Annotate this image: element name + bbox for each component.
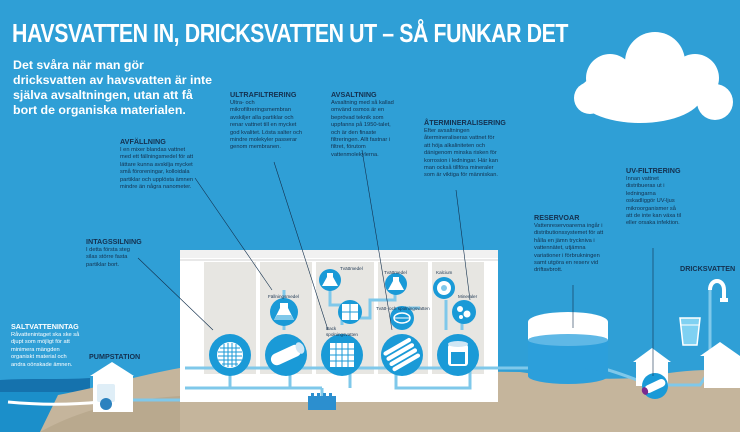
consumer-house <box>700 342 740 388</box>
text-uv-filtrering: Innan vattnet distribueras ut i ledningarna oskadliggör UV-ljus mikroorganismer så att de inte kan växa til eller orsaka infektion. <box>626 176 682 227</box>
calcium-icon <box>433 277 455 299</box>
label-intagssilning: INTAGSSILNING <box>86 237 142 246</box>
text-atermineralisering: Efter avsaltningen återmineraliseras vattnet för att höja alkaliniteten och dänigenom minska risken för korrosion i ledningar. Här kan man också tillföra mineraler som är viktiga för människan. <box>424 128 498 179</box>
flask-icon-ultra <box>319 269 341 291</box>
text-saltvattenintag: Råvattenintaget ska ske så djupt som möjligt för att minimera mängden organiskt material och andra oönskade ämnen. <box>11 332 80 368</box>
screen-filter-unit <box>209 334 251 376</box>
label-fallningsmedel: Fällningsmedel <box>268 294 299 299</box>
faucet-icon <box>710 281 728 302</box>
water-glass-icon <box>680 318 700 345</box>
label-reservoar: RESERVOAR <box>534 213 580 222</box>
label-atermineralisering: ÅTERMINERALISERING <box>424 118 506 127</box>
label-tvattmedel-1: Tvättmedel <box>340 266 363 271</box>
label-uv-filtrering: UV-FILTRERING <box>626 166 681 175</box>
label-dricksvatten: DRICKSVATTEN <box>680 264 736 273</box>
text-reservoar: Vattenreservoarerna ingår i distributionssystemet för att hålla en jämn tryckniva i vattennätet, utjämna variationer i förbrukningen samt utgöra en reserv vid driftavbrott. <box>534 223 604 274</box>
minerals-icon <box>452 300 476 324</box>
text-avsaltning: Avsaltning med så kallad omvänd osmos är en beprövad teknik som uppfanns på 1950-talet, och är den finaste filtreringen. Allt fastnar i filtret, förutom vattenmolekylerna. <box>331 100 394 158</box>
remineralization-unit <box>437 334 479 376</box>
reverse-osmosis-unit <box>381 334 423 376</box>
label-backspolning: Back spolningsvatten <box>326 326 358 337</box>
reservoir-tank <box>528 312 608 384</box>
label-avfallning: AVFÄLLNING <box>120 137 166 146</box>
cloud-icon <box>574 32 733 123</box>
text-intagssilning: I detta första steg silas större fasta partiklar bort. <box>86 247 130 268</box>
label-kalcium: Kalcium <box>436 270 453 275</box>
label-ultrafiltrering: ULTRAFILTRERING <box>230 90 297 99</box>
text-avfallning: I en mixer blandas vattnet med ett fällningsmedel för att lättare kunna avskilja mycket små föroreningar, kolloidala partiklar och upplösta ämnen mindre än några nanometer. <box>120 147 194 191</box>
ultrafilter-unit <box>321 334 363 376</box>
text-ultrafiltrering: Ultra- och mikrofiltreringsmembran avskiljer alla partiklar och renar vattnet till en mycket god kvalitet. Lösta salter och mindre molekyler passerar genom membranen. <box>230 100 303 151</box>
sea-surface <box>0 378 90 392</box>
backwash-icon <box>338 300 362 324</box>
label-tvatt-spolningsvatten: Tvätt- och spolningsvatten <box>376 306 430 311</box>
flask-icon-fallning <box>270 298 298 326</box>
page-title: HAVSVATTEN IN, DRICKSVATTEN UT – SÅ FUNKAR DET <box>12 18 569 48</box>
flask-icon-avsaltning <box>385 273 407 295</box>
intro-text: Det svåra när man gör dricksvatten av havsvatten är inte själva avsaltningen, utan att få bort de organiska materialen. <box>13 58 213 117</box>
label-mineraler: Mineraler <box>458 294 478 299</box>
label-tvattmedel-2: Tvättmedel <box>384 270 407 275</box>
mixer-unit <box>265 334 307 376</box>
label-pumpstation: PUMPSTATION <box>89 352 141 361</box>
label-saltvattenintag: SALTVATTENINTAG <box>11 322 79 331</box>
pump-station-house <box>90 362 134 412</box>
label-avsaltning: AVSALTNING <box>331 90 377 99</box>
